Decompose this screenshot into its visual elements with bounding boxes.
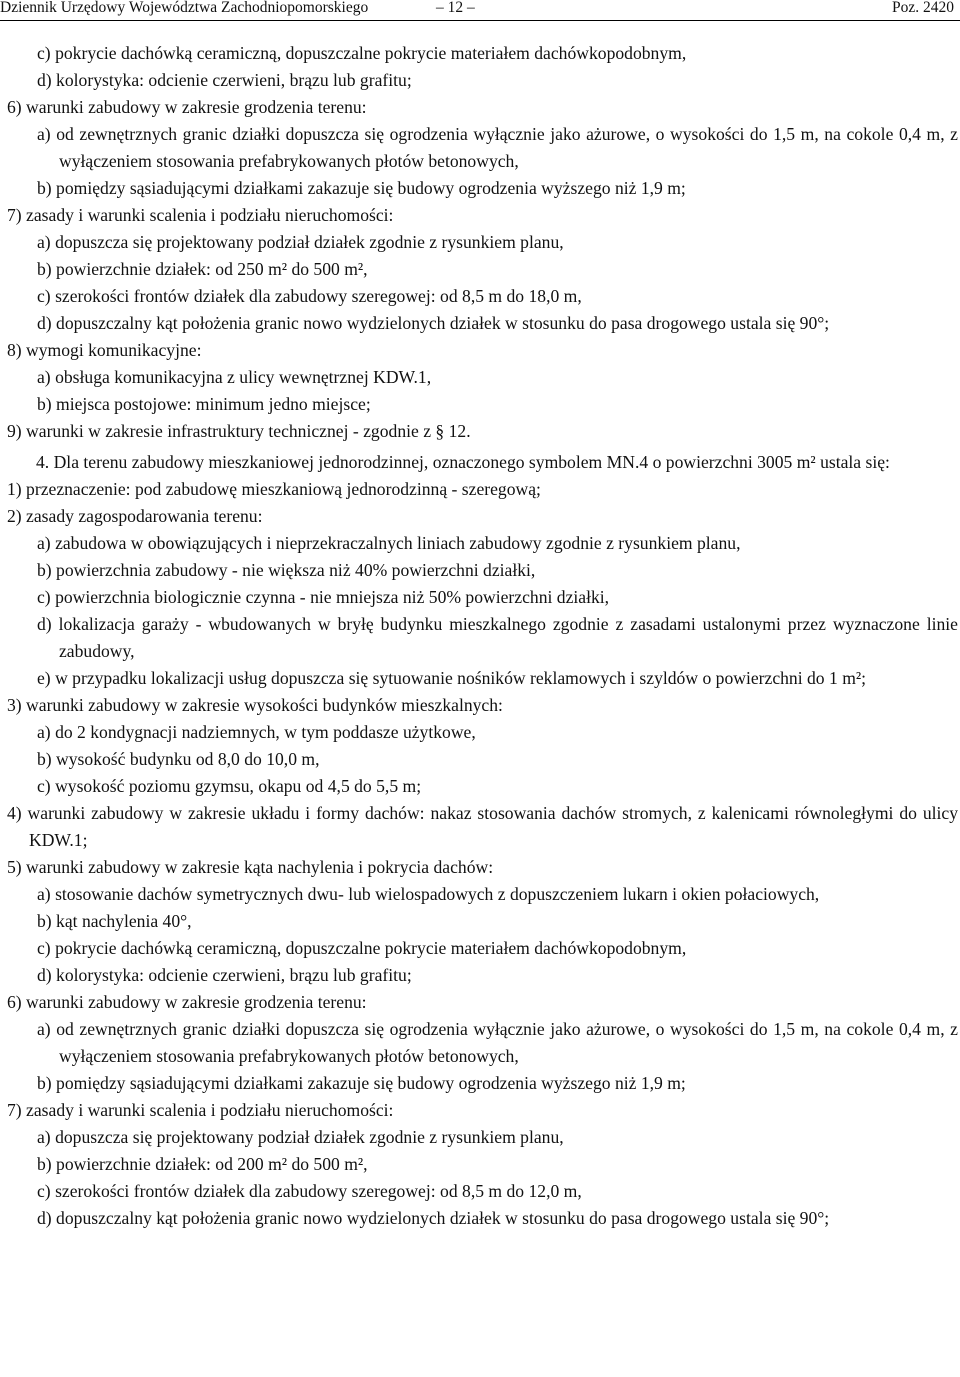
sub-list-item: b) kąt nachylenia 40°, [37, 911, 192, 931]
page-number: – 12 – [436, 0, 475, 16]
journal-title: Dziennik Urzędowy Województwa Zachodniopomorskiego [0, 0, 369, 16]
sub-list-item: b) powierzchnie działek: od 250 m² do 500 m², [37, 259, 368, 279]
sub-list-item: d) kolorystyka: odcienie czerwieni, brązu lub grafitu; [37, 965, 412, 985]
sub-list-item: a) dopuszcza się projektowany podział działek zgodnie z rysunkiem planu, [37, 1127, 564, 1147]
list-item: 6) warunki zabudowy w zakresie grodzenia terenu: [7, 97, 367, 117]
document-body [0, 40, 958, 1232]
position-number: Poz. 2420 [892, 0, 954, 16]
sub-list-item: c) powierzchnia biologicznie czynna - nie mniejsza niż 50% powierzchni działki, [37, 587, 610, 607]
sub-list-item: b) miejsca postojowe: minimum jedno miejsce; [37, 394, 371, 414]
sub-list-item: b) pomiędzy sąsiadującymi działkami zakazuje się budowy ogrodzenia wyższego niż 1,9 m; [37, 1073, 686, 1093]
sub-list-item: d) kolorystyka: odcienie czerwieni, brązu lub grafitu; [37, 70, 412, 90]
list-item: 7) zasady i warunki scalenia i podziału nieruchomości: [7, 205, 394, 225]
sub-list-item: c) wysokość poziomu gzymsu, okapu od 4,5 do 5,5 m; [37, 776, 422, 796]
sub-list-item: d) dopuszczalny kąt położenia granic nowo wydzielonych działek w stosunku do pasa drogowego ustala się 90°; [37, 1208, 830, 1228]
list-item: 9) warunki w zakresie infrastruktury technicznej - zgodnie z § 12. [7, 421, 471, 441]
sub-list-item: a) zabudowa w obowiązujących i nieprzekraczalnych liniach zabudowy zgodnie z rysunkiem planu, [37, 533, 741, 553]
page-header [0, 0, 960, 20]
sub-list-item: c) pokrycie dachówką ceramiczną, dopuszczalne pokrycie materiałem dachówkopodobnym, [37, 43, 687, 63]
list-item: 6) warunki zabudowy w zakresie grodzenia terenu: [7, 992, 367, 1012]
sub-list-item: a) od zewnętrznych granic działki dopuszcza się ogrodzenia wyłącznie jako ażurowe, o wysokości do 1,5 m, na cokole 0,4 m, z wyłączeniem stosowania prefabrykowanych płotów betonowych, [37, 124, 958, 171]
sub-list-item: c) szerokości frontów działek dla zabudowy szeregowej: od 8,5 m do 12,0 m, [37, 1181, 582, 1201]
sub-list-item: a) stosowanie dachów symetrycznych dwu- lub wielospadowych z dopuszczeniem lukarn i okien połaciowych, [37, 884, 820, 904]
header-rule [0, 20, 960, 21]
list-item: 5) warunki zabudowy w zakresie kąta nachylenia i pokrycia dachów: [7, 857, 494, 877]
sub-list-item: d) lokalizacja garaży - wbudowanych w bryłę budynku mieszkalnego zgodnie z zasadami ustalonymi przez wyznaczone linie zabudowy, [37, 614, 958, 661]
list-item: 8) wymogi komunikacyjne: [7, 340, 202, 360]
list-item: 3) warunki zabudowy w zakresie wysokości budynków mieszkalnych: [7, 695, 503, 715]
section-paragraph: 4. Dla terenu zabudowy mieszkaniowej jednorodzinnej, oznaczonego symbolem MN.4 o powierzchni 3005 m² ustala się: [36, 452, 890, 472]
list-item: 1) przeznaczenie: pod zabudowę mieszkaniową jednorodzinną - szeregową; [7, 479, 541, 499]
list-item: 2) zasady zagospodarowania terenu: [7, 506, 263, 526]
sub-list-item: a) obsługa komunikacyjna z ulicy wewnętrznej KDW.1, [37, 367, 432, 387]
sub-list-item: c) pokrycie dachówką ceramiczną, dopuszczalne pokrycie materiałem dachówkopodobnym, [37, 938, 687, 958]
sub-list-item: b) powierzchnie działek: od 200 m² do 500 m², [37, 1154, 368, 1174]
sub-list-item: b) powierzchnia zabudowy - nie większa niż 40% powierzchni działki, [37, 560, 536, 580]
sub-list-item: b) wysokość budynku od 8,0 do 10,0 m, [37, 749, 320, 769]
sub-list-item: c) szerokości frontów działek dla zabudowy szeregowej: od 8,5 m do 18,0 m, [37, 286, 582, 306]
sub-list-item: e) w przypadku lokalizacji usług dopuszcza się sytuowanie nośników reklamowych i szyldów o powierzchni do 1 m²; [37, 668, 867, 688]
sub-list-item: a) do 2 kondygnacji nadziemnych, w tym poddasze użytkowe, [37, 722, 476, 742]
sub-list-item: d) dopuszczalny kąt położenia granic nowo wydzielonych działek w stosunku do pasa drogowego ustala się 90°; [37, 313, 830, 333]
sub-list-item: b) pomiędzy sąsiadującymi działkami zakazuje się budowy ogrodzenia wyższego niż 1,9 m; [37, 178, 686, 198]
sub-list-item: a) dopuszcza się projektowany podział działek zgodnie z rysunkiem planu, [37, 232, 564, 252]
list-item: 4) warunki zabudowy w zakresie układu i formy dachów: nakaz stosowania dachów stromych, z kalenicami równoległymi do ulicy KDW.1; [7, 803, 958, 850]
sub-list-item: a) od zewnętrznych granic działki dopuszcza się ogrodzenia wyłącznie jako ażurowe, o wysokości do 1,5 m, na cokole 0,4 m, z wyłączeniem stosowania prefabrykowanych płotów betonowych, [37, 1019, 958, 1066]
list-item: 7) zasady i warunki scalenia i podziału nieruchomości: [7, 1100, 394, 1120]
